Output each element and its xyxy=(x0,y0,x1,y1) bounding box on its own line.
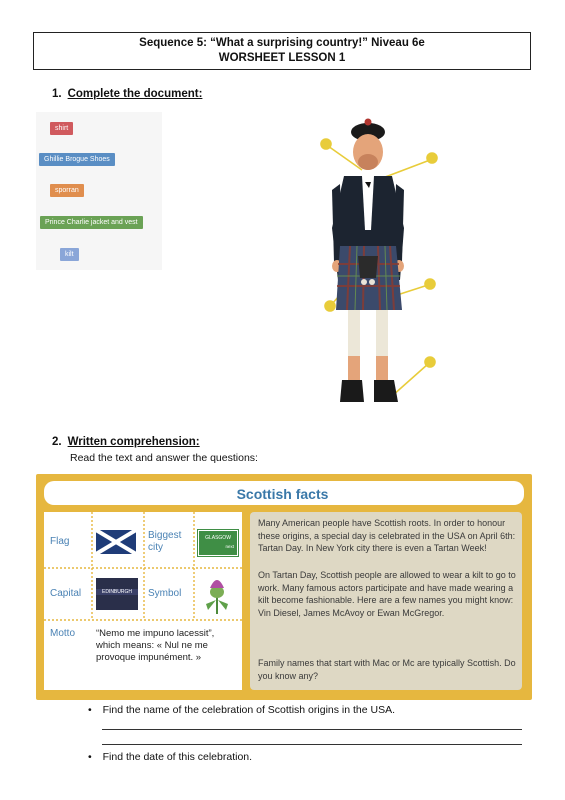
question-2-text: Find the date of this celebration. xyxy=(102,751,253,763)
symbol-label: Symbol xyxy=(148,588,182,599)
bullet-dot: • xyxy=(88,751,92,763)
biggest-city-label-line1: Biggest xyxy=(148,530,182,541)
section-1-title: Complete the document: xyxy=(67,88,203,100)
glasgow-sign-icon: GLASGOW next xyxy=(198,530,238,556)
scotland-flag-icon xyxy=(96,530,136,554)
motto-line-2: which means: « Nul ne me xyxy=(96,640,208,651)
labels-panel xyxy=(36,112,162,270)
label-shirt[interactable]: shirt xyxy=(50,122,73,135)
capital-label: Capital xyxy=(50,588,82,599)
question-1-text: Find the name of the celebration of Scottish origins in the USA. xyxy=(102,704,396,716)
kilt-man-illustration xyxy=(320,110,450,430)
answer-line-1[interactable] xyxy=(102,729,522,730)
facts-paragraph-3: Family names that start with Mac or Mc are typically Scottish. Do you know any? xyxy=(258,658,516,681)
header-line-1: Sequence 5: “What a surprising country!” Niveau 6e xyxy=(139,37,425,49)
answer-line-2[interactable] xyxy=(102,744,522,745)
label-kilt[interactable]: kilt xyxy=(60,248,79,261)
question-2 xyxy=(88,751,252,763)
label-ghillie-brogue-shoes[interactable]: Ghillie Brogue Shoes xyxy=(39,153,115,166)
section-1-number: 1. xyxy=(52,88,62,100)
facts-paragraph-1: Many American people have Scottish roots. In order to honour these origins, a special day is celebrated in the USA on April 6th: Tartan Day. In New York city there is even a Tartan Week! xyxy=(258,518,516,553)
thistle-icon xyxy=(202,574,232,614)
motto-label: Motto xyxy=(50,628,76,639)
biggest-city-label-line2: city xyxy=(148,542,163,553)
section-2-instruction: Read the text and answer the questions: xyxy=(70,452,258,464)
section-2-heading xyxy=(52,436,200,448)
section-2-number: 2. xyxy=(52,436,62,448)
edinburgh-castle-image: EDINBURGH xyxy=(96,578,138,610)
worksheet-header xyxy=(33,32,531,70)
motto-line-3: provoque impunément. » xyxy=(96,652,202,663)
question-1 xyxy=(88,704,395,716)
scottish-facts-title: Scottish facts xyxy=(236,486,329,502)
section-1-heading xyxy=(52,88,202,100)
flag-label: Flag xyxy=(50,536,70,547)
label-sporran[interactable]: sporran xyxy=(50,184,84,197)
label-prince-charlie-jacket[interactable]: Prince Charlie jacket and vest xyxy=(40,216,143,229)
header-line-2: WORSHEET LESSON 1 xyxy=(218,52,346,64)
bullet-dot: • xyxy=(88,704,92,716)
facts-table xyxy=(44,512,242,690)
motto-line-1: “Nemo me impuno lacessit”, xyxy=(96,628,215,639)
facts-paragraph-2: On Tartan Day, Scottish people are allowed to wear a kilt to go to work. Many famous actors participate and have made wearing a kilt become fashionable. Here are a few names you might know: Vin Diesel, James McAvoy or Ewan McGregor. xyxy=(258,570,516,618)
section-2-title: Written comprehension: xyxy=(67,436,200,448)
